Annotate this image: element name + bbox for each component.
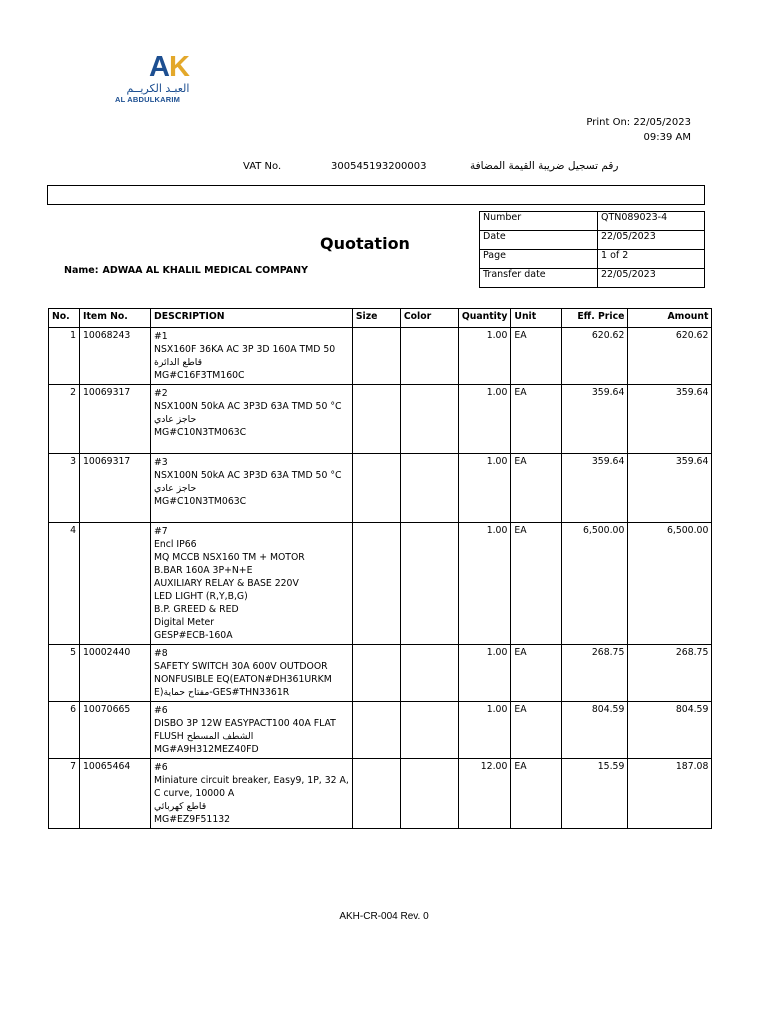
item-color bbox=[400, 328, 458, 385]
description-line: حاجز عادي bbox=[154, 483, 197, 494]
print-on: Print On: 22/05/2023 bbox=[586, 117, 691, 128]
col-unit: Unit bbox=[511, 309, 562, 328]
item-quantity: 1.00 bbox=[458, 523, 511, 645]
item-eff-price: 359.64 bbox=[562, 385, 628, 454]
col-item-no: Item No. bbox=[80, 309, 151, 328]
description-line: GESP#ECB-160A bbox=[154, 630, 233, 641]
row-no: 5 bbox=[49, 645, 80, 702]
description-line: MG#A9H312MEZ40FD bbox=[154, 744, 259, 755]
item-eff-price: 15.59 bbox=[562, 759, 628, 829]
description-line: C curve, 10000 A bbox=[154, 788, 235, 799]
item-unit: EA bbox=[511, 385, 562, 454]
item-color bbox=[400, 645, 458, 702]
description-line: MG#C16F3TM160C bbox=[154, 370, 245, 381]
table-row bbox=[49, 454, 712, 523]
description-line: NONFUSIBLE EQ(EATON#DH361URKM bbox=[154, 674, 332, 685]
row-no: 4 bbox=[49, 523, 80, 645]
item-eff-price: 620.62 bbox=[562, 328, 628, 385]
col-size: Size bbox=[352, 309, 400, 328]
col-quantity: Quantity bbox=[458, 309, 511, 328]
item-description bbox=[151, 645, 353, 702]
item-amount: 804.59 bbox=[628, 702, 712, 759]
description-line: LED LIGHT (R,Y,B,G) bbox=[154, 591, 248, 602]
row-no: 2 bbox=[49, 385, 80, 454]
description-line: #7 bbox=[154, 526, 168, 537]
item-unit: EA bbox=[511, 523, 562, 645]
item-eff-price: 804.59 bbox=[562, 702, 628, 759]
info-row: Date 22/05/2023 bbox=[480, 231, 705, 250]
item-size bbox=[352, 759, 400, 829]
description-line: حاجز عادي bbox=[154, 414, 197, 425]
item-quantity: 1.00 bbox=[458, 385, 511, 454]
vat-arabic-label: رقم تسجيل ضريبة القيمة المضافة bbox=[470, 160, 619, 172]
description-line: DISBO 3P 12W EASYPACT100 40A FLAT bbox=[154, 718, 336, 729]
item-size bbox=[352, 385, 400, 454]
info-row: Transfer date 22/05/2023 bbox=[480, 269, 705, 288]
item-description bbox=[151, 385, 353, 454]
item-description bbox=[151, 702, 353, 759]
description-line: NSX100N 50kA AC 3P3D 63A TMD 50 °C bbox=[154, 470, 342, 481]
quotation-info-table bbox=[479, 211, 705, 288]
item-color bbox=[400, 759, 458, 829]
table-row bbox=[49, 523, 712, 645]
quotation-date: 22/05/2023 bbox=[598, 231, 705, 250]
item-amount: 6,500.00 bbox=[628, 523, 712, 645]
quotation-number: QTN089023-4 bbox=[598, 212, 705, 231]
item-description bbox=[151, 328, 353, 385]
page-title: Quotation bbox=[320, 234, 410, 253]
form-reference-footer: AKH-CR-004 Rev. 0 bbox=[339, 911, 429, 922]
item-amount: 359.64 bbox=[628, 454, 712, 523]
description-line: MG#C10N3TM063C bbox=[154, 427, 247, 438]
row-no: 6 bbox=[49, 702, 80, 759]
item-number: 10068243 bbox=[80, 328, 151, 385]
description-line: SAFETY SWITCH 30A 600V OUTDOOR bbox=[154, 661, 328, 672]
item-description bbox=[151, 523, 353, 645]
item-size bbox=[352, 645, 400, 702]
item-amount: 268.75 bbox=[628, 645, 712, 702]
description-line: #1 bbox=[154, 331, 168, 342]
col-eff-price: Eff. Price bbox=[562, 309, 628, 328]
item-description bbox=[151, 759, 353, 829]
logo-mark: AK bbox=[149, 51, 189, 83]
description-line: FLUSH الشطف المسطح bbox=[154, 731, 254, 742]
item-eff-price: 359.64 bbox=[562, 454, 628, 523]
logo-arabic-name: العبـد الكريــم bbox=[126, 82, 190, 95]
print-date: 22/05/2023 bbox=[633, 117, 691, 128]
col-description: DESCRIPTION bbox=[151, 309, 353, 328]
item-color bbox=[400, 454, 458, 523]
description-line: #6 bbox=[154, 762, 168, 773]
item-number: 10065464 bbox=[80, 759, 151, 829]
item-quantity: 12.00 bbox=[458, 759, 511, 829]
item-number: 10069317 bbox=[80, 454, 151, 523]
print-time: 09:39 AM bbox=[643, 132, 691, 143]
item-amount: 620.62 bbox=[628, 328, 712, 385]
item-amount: 359.64 bbox=[628, 385, 712, 454]
item-description bbox=[151, 454, 353, 523]
info-row: Number QTN089023-4 bbox=[480, 212, 705, 231]
item-eff-price: 268.75 bbox=[562, 645, 628, 702]
description-line: NSX160F 36KA AC 3P 3D 160A TMD 50 bbox=[154, 344, 336, 355]
table-header-row bbox=[49, 309, 712, 328]
items-table bbox=[48, 308, 712, 829]
table-row bbox=[49, 702, 712, 759]
item-unit: EA bbox=[511, 645, 562, 702]
table-row bbox=[49, 759, 712, 829]
description-line: MG#EZ9F51132 bbox=[154, 814, 231, 825]
description-line: #2 bbox=[154, 388, 168, 399]
vat-number: 300545193200003 bbox=[331, 161, 427, 172]
item-quantity: 1.00 bbox=[458, 702, 511, 759]
customer-name: ADWAA AL KHALIL MEDICAL COMPANY bbox=[102, 265, 308, 276]
row-no: 1 bbox=[49, 328, 80, 385]
col-color: Color bbox=[400, 309, 458, 328]
item-unit: EA bbox=[511, 328, 562, 385]
item-size bbox=[352, 328, 400, 385]
item-quantity: 1.00 bbox=[458, 454, 511, 523]
description-line: #6 bbox=[154, 705, 168, 716]
description-line: قاطع الدائرة bbox=[154, 357, 203, 368]
item-number: 10070665 bbox=[80, 702, 151, 759]
description-line: Encl IP66 bbox=[154, 539, 197, 550]
vat-label: VAT No. bbox=[243, 161, 282, 172]
col-amount: Amount bbox=[628, 309, 712, 328]
company-logo bbox=[110, 53, 211, 109]
description-line: MG#C10N3TM063C bbox=[154, 496, 247, 507]
transfer-date: 22/05/2023 bbox=[598, 269, 705, 288]
col-no: No. bbox=[49, 309, 80, 328]
item-quantity: 1.00 bbox=[458, 328, 511, 385]
item-unit: EA bbox=[511, 702, 562, 759]
item-unit: EA bbox=[511, 759, 562, 829]
description-line: NSX100N 50kA AC 3P3D 63A TMD 50 °C bbox=[154, 401, 342, 412]
description-line: Digital Meter bbox=[154, 617, 215, 628]
info-row: Page 1 of 2 bbox=[480, 250, 705, 269]
page-number: 1 of 2 bbox=[598, 250, 705, 269]
item-color bbox=[400, 385, 458, 454]
description-line: B.P. GREED & RED bbox=[154, 604, 239, 615]
description-line: Miniature circuit breaker, Easy9, 1P, 32 A, bbox=[154, 775, 349, 786]
description-line: B.BAR 160A 3P+N+E bbox=[154, 565, 253, 576]
item-number bbox=[80, 523, 151, 645]
item-eff-price: 6,500.00 bbox=[562, 523, 628, 645]
description-line: #3 bbox=[154, 457, 168, 468]
item-color bbox=[400, 702, 458, 759]
description-line: AUXILIARY RELAY & BASE 220V bbox=[154, 578, 299, 589]
table-row bbox=[49, 645, 712, 702]
header-divider-box bbox=[47, 185, 705, 205]
item-number: 10002440 bbox=[80, 645, 151, 702]
description-line: E)مفتاح حماية-GES#THN3361R bbox=[154, 687, 290, 698]
item-quantity: 1.00 bbox=[458, 645, 511, 702]
item-size bbox=[352, 454, 400, 523]
item-number: 10069317 bbox=[80, 385, 151, 454]
customer-name-line: Name: ADWAA AL KHALIL MEDICAL COMPANY bbox=[64, 265, 308, 276]
description-line: MQ MCCB NSX160 TM + MOTOR bbox=[154, 552, 305, 563]
logo-english-name: AL ABDULKARIM bbox=[115, 95, 181, 104]
row-no: 3 bbox=[49, 454, 80, 523]
description-line: #8 bbox=[154, 648, 168, 659]
description-line: قاطع كهربائي bbox=[154, 801, 207, 812]
item-amount: 187.08 bbox=[628, 759, 712, 829]
table-row bbox=[49, 328, 712, 385]
item-size bbox=[352, 702, 400, 759]
item-size bbox=[352, 523, 400, 645]
row-no: 7 bbox=[49, 759, 80, 829]
item-color bbox=[400, 523, 458, 645]
table-row bbox=[49, 385, 712, 454]
item-unit: EA bbox=[511, 454, 562, 523]
